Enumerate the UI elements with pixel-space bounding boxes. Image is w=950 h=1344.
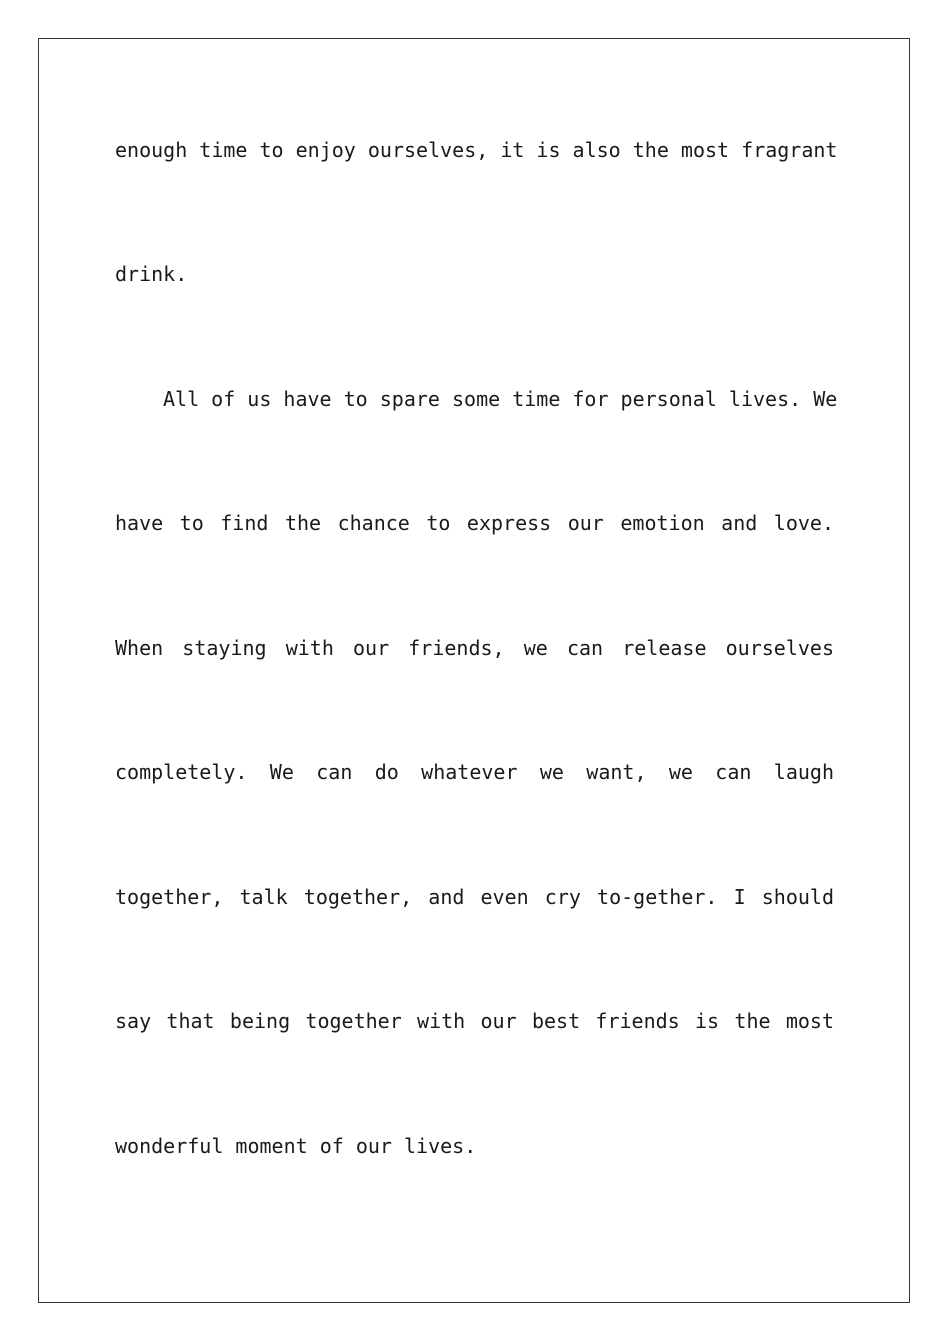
page-border xyxy=(38,38,910,1303)
paragraph-line: drink. xyxy=(115,262,188,286)
paragraph-line: completely. We can do whatever we want, we can laugh xyxy=(115,760,834,784)
paragraph-line: have to find the chance to express our emotion and love. xyxy=(115,511,834,535)
paragraph-line: say that being together with our best friends is the most xyxy=(115,1009,834,1033)
paragraph-line: enough time to enjoy ourselves, it is also the most fragrant xyxy=(115,138,838,162)
paragraph-line: wonderful moment of our lives. xyxy=(115,1134,477,1158)
paragraph-line: All of us have to spare some time for personal lives. We xyxy=(163,387,838,411)
paragraph-line: When staying with our friends, we can release ourselves xyxy=(115,636,834,660)
paragraph-line: together, talk together, and even cry to-gether. I should xyxy=(115,885,834,909)
